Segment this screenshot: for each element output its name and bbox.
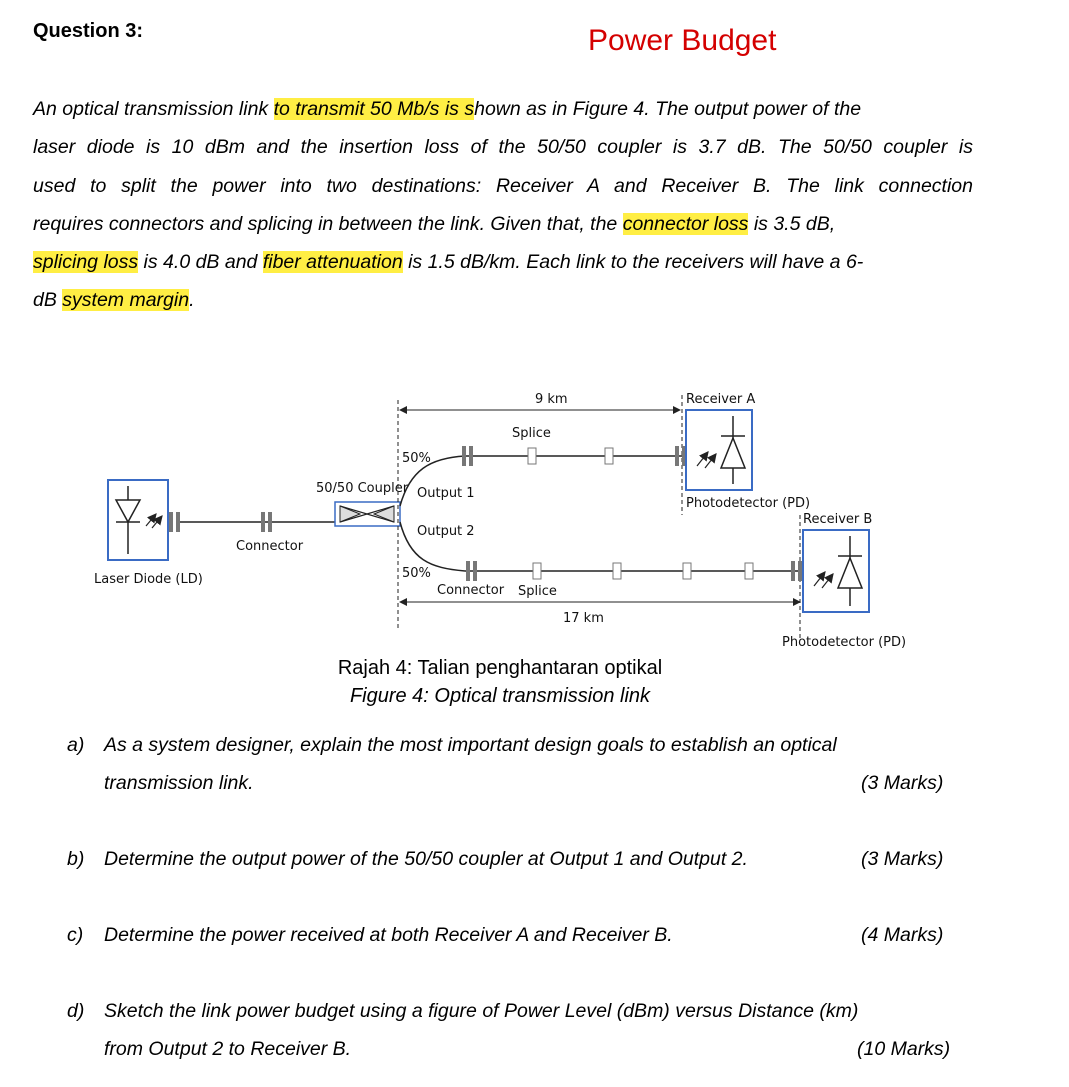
distance-top-label: 9 km: [535, 392, 568, 407]
question-c-letter: c): [67, 924, 84, 946]
highlight-connector-loss: connector loss: [622, 212, 749, 235]
pct-bottom-label: 50%: [402, 566, 431, 581]
figure-caption-english: Figure 4: Optical transmission link: [349, 685, 651, 707]
question-b-marks: (3 Marks): [861, 848, 944, 870]
question-d-marks: (10 Marks): [857, 1038, 951, 1060]
figure-caption-malay: Rajah 4: Talian penghantaran optikal: [337, 657, 663, 679]
connector-bottom-label: Connector: [437, 583, 505, 598]
question-d-text-2: from Output 2 to Receiver B.: [104, 1038, 352, 1060]
splice-bottom-label: Splice: [518, 584, 557, 599]
photodetector-b-label: Photodetector (PD): [782, 635, 907, 650]
question-b-letter: b): [67, 848, 85, 870]
question-b-text: Determine the output power of the 50/50 coupler at Output 1 and Output 2.: [104, 848, 748, 870]
receiver-a-label: Receiver A: [686, 392, 756, 407]
question-d-text: Sketch the link power budget using a figure of Power Level (dBm) versus Distance (km): [104, 1000, 859, 1022]
question-c-marks: (4 Marks): [861, 924, 944, 946]
paragraph-line-3: used to split the power into two destinations: Receiver A and Receiver B. The link connection: [33, 174, 973, 197]
question-a-text: As a system designer, explain the most important design goals to establish an optical: [104, 734, 837, 756]
paragraph-line-4: requires connectors and splicing in between the link. Given that, the connector loss is 3.5 dB,: [33, 212, 836, 235]
question-a-marks: (3 Marks): [861, 772, 944, 794]
highlight-bitrate: to transmit 50 Mb/s is s: [273, 98, 475, 120]
paragraph-line-2: laser diode is 10 dBm and the insertion loss of the 50/50 coupler is 3.7 dB. The 50/50 coupler is: [33, 136, 973, 159]
highlight-splicing-loss: splicing loss: [33, 251, 139, 274]
paragraph-line-5: splicing loss is 4.0 dB and fiber attenuation is 1.5 dB/km. Each link to the receivers will have a 6-: [33, 251, 864, 274]
output2-label: Output 2: [417, 524, 475, 539]
page-title: Power Budget: [588, 24, 777, 57]
question-c-text: Determine the power received at both Receiver A and Receiver B.: [104, 924, 673, 946]
highlight-system-margin: system margin: [62, 289, 190, 312]
receiver-b-label: Receiver B: [803, 512, 873, 527]
connector-left-label: Connector: [236, 539, 304, 554]
paragraph-line-1: An optical transmission link to transmit 50 Mb/s is shown as in Figure 4. The output power of the: [33, 98, 862, 120]
laser-diode-label: Laser Diode (LD): [94, 572, 203, 587]
paragraph-line-6: dB system margin.: [33, 289, 195, 312]
question-label: Question 3:: [33, 20, 144, 42]
question-a-letter: a): [67, 734, 85, 756]
question-d-letter: d): [67, 1000, 85, 1022]
splice-top-label: Splice: [512, 426, 551, 441]
distance-bottom-label: 17 km: [563, 611, 604, 626]
pct-top-label: 50%: [402, 451, 431, 466]
highlight-fiber-attenuation: fiber attenuation: [262, 251, 403, 274]
coupler-label: 50/50 Coupler: [316, 481, 409, 496]
photodetector-a-label: Photodetector (PD): [686, 496, 811, 511]
output1-label: Output 1: [417, 486, 475, 501]
question-a-text-2: transmission link.: [104, 772, 254, 794]
